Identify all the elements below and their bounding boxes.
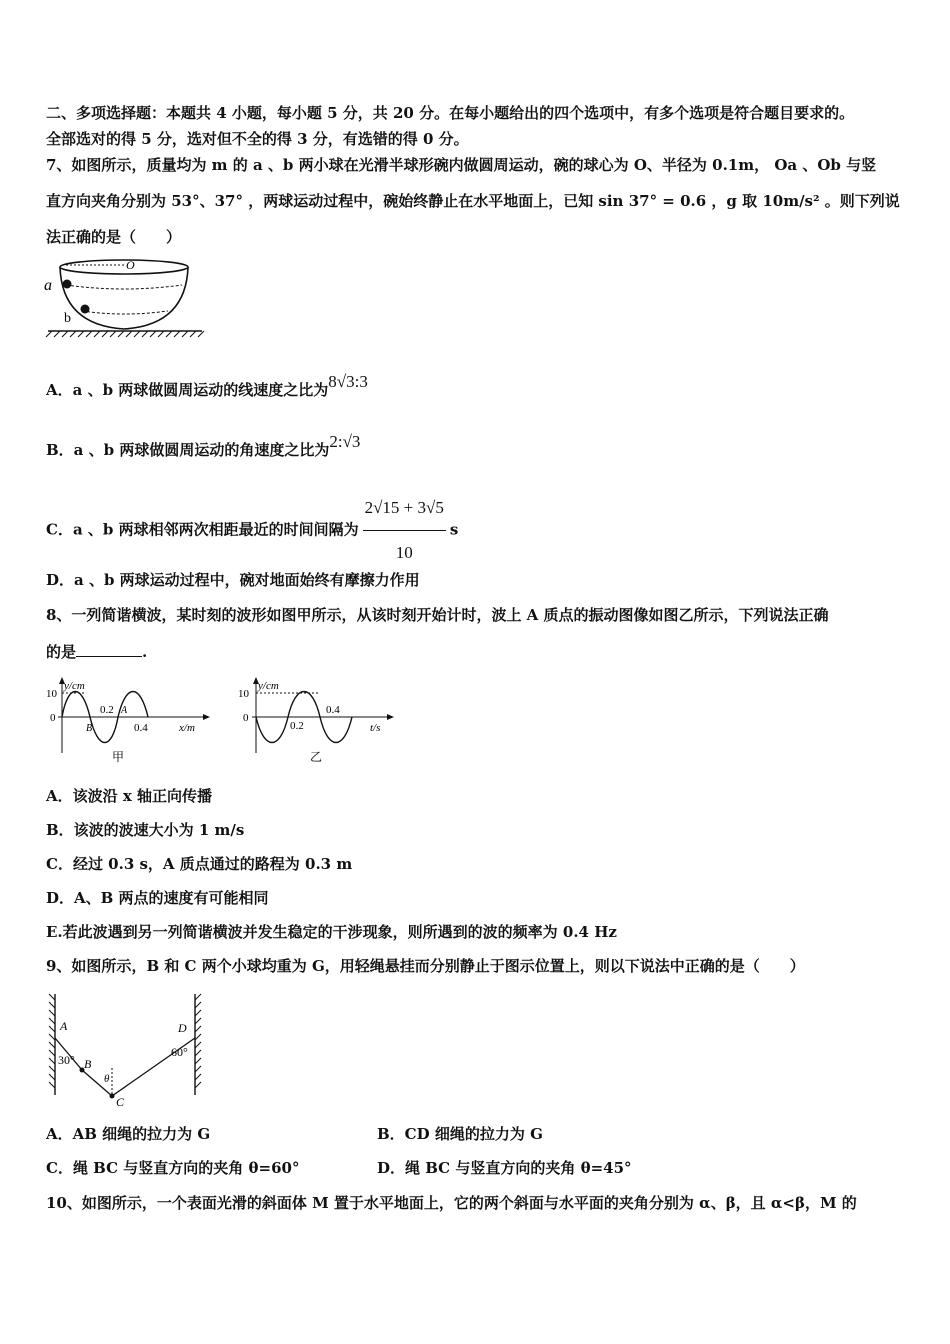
svg-text:B: B — [86, 723, 93, 734]
q8-stem-line1: 8、一列简谐横波，某时刻的波形如图甲所示，从该时刻开始计时，波上 A 质点的振动图像如图乙所示，下列说法正确 — [46, 606, 829, 624]
q9-option-a[interactable]: A．AB 细绳的拉力为 G — [46, 1125, 211, 1143]
q8-option-a[interactable]: A．该波沿 x 轴正向传播 — [46, 787, 213, 805]
svg-text:甲: 甲 — [112, 750, 125, 764]
q7-option-c[interactable]: C．a 、b 两球相邻两次相距最近的时间间隔为 $\frac{2√15 + 3√5}{10}$ s — [46, 488, 458, 573]
q8-option-d[interactable]: D．A、B 两点的速度有可能相同 — [46, 889, 269, 907]
svg-text:0: 0 — [50, 712, 56, 724]
svg-text:C: C — [116, 1095, 125, 1109]
ball-a-icon — [63, 280, 72, 289]
q7-bowl-figure — [42, 255, 207, 340]
section-title-line1: 二、多项选择题：本题共 4 小题，每小题 5 分，共 20 分。在每小题给出的四个选项中，有多个选项是符合题目要求的。 — [46, 104, 855, 122]
label-a: a — [44, 277, 52, 294]
svg-text:y/cm: y/cm — [64, 680, 85, 692]
svg-text:A: A — [121, 705, 128, 716]
svg-text:60°: 60° — [171, 1045, 188, 1059]
q7-option-a-math: 8√3:3 — [328, 372, 368, 391]
svg-text:0: 0 — [243, 712, 249, 724]
q7-stem-line2: 直方向夹角分别为 53°、37° ，两球运动过程中，碗始终静止在水平地面上，已知 sin 37° = 0.6 ，g 取 10m/s² 。则下列说 — [46, 192, 900, 210]
q7-stem-line1: 7、如图所示，质量均为 m 的 a 、b 两小球在光滑半球形碗内做圆周运动，碗的球心为 O、半径为 0.1m， Oa 、Ob 与竖 — [46, 156, 877, 174]
svg-text:D: D — [178, 1021, 187, 1035]
q8-option-c[interactable]: C．经过 0.3 s，A 质点通过的路程为 0.3 m — [46, 855, 353, 873]
q8-stem-line2: 的是 . — [46, 643, 148, 661]
ball-b-icon — [81, 305, 90, 314]
svg-text:t/s: t/s — [370, 722, 381, 734]
q9-option-c[interactable]: C．绳 BC 与竖直方向的夹角 θ=60° — [46, 1159, 300, 1177]
q7-option-d[interactable]: D．a 、b 两球运动过程中，碗对地面始终有摩擦力作用 — [46, 571, 420, 589]
answer-blank — [76, 642, 142, 657]
svg-text:30°: 30° — [58, 1053, 75, 1067]
svg-text:θ: θ — [104, 1073, 110, 1085]
svg-text:乙: 乙 — [310, 750, 323, 764]
svg-text:A: A — [60, 1019, 68, 1033]
svg-text:0.2: 0.2 — [100, 704, 114, 716]
label-b: b — [64, 311, 71, 326]
q8-vibration-figure-yi — [234, 675, 399, 765]
q8-option-e[interactable]: E.若此波遇到另一列简谐横波并发生稳定的干涉现象，则所遇到的波的频率为 0.4 Hz — [46, 923, 617, 941]
q7-option-c-fraction: $\frac{2√15 + 3√5}{10}$ — [363, 488, 446, 573]
q7-option-b-math: 2:√3 — [329, 432, 361, 451]
svg-text:B: B — [84, 1057, 92, 1071]
q7-option-b[interactable]: B．a 、b 两球做圆周运动的角速度之比为2:√3 — [46, 432, 361, 459]
svg-text:0.4: 0.4 — [134, 722, 148, 734]
ball-c-icon — [110, 1094, 115, 1099]
q9-option-d[interactable]: D．绳 BC 与竖直方向的夹角 θ=45° — [377, 1159, 632, 1177]
label-o: O — [126, 258, 135, 272]
q8-option-b[interactable]: B．该波的波速大小为 1 m/s — [46, 821, 245, 839]
q8-wave-figure-jia — [44, 675, 214, 765]
q10-stem-line1: 10、如图所示，一个表面光滑的斜面体 M 置于水平地面上，它的两个斜面与水平面的夹角分别为 α、β，且 α<β，M 的 — [46, 1194, 857, 1212]
svg-text:y/cm: y/cm — [258, 680, 279, 692]
svg-text:x/m: x/m — [179, 722, 195, 734]
svg-text:10: 10 — [238, 688, 249, 700]
svg-text:10: 10 — [46, 688, 57, 700]
q7-stem-line3: 法正确的是（ ） — [46, 228, 182, 246]
q9-stem-line1: 9、如图所示，B 和 C 两个小球均重为 G，用轻绳悬挂而分别静止于图示位置上，则以下说法中正确的是（ ） — [46, 957, 805, 975]
q9-rope-figure — [46, 990, 216, 1110]
q9-option-b[interactable]: B．CD 细绳的拉力为 G — [377, 1125, 543, 1143]
section-title-line2: 全部选对的得 5 分，选对但不全的得 3 分，有选错的得 0 分。 — [46, 130, 469, 148]
svg-text:0.4: 0.4 — [326, 704, 340, 716]
q7-option-a[interactable]: A．a 、b 两球做圆周运动的线速度之比为8√3:3 — [46, 372, 368, 399]
svg-text:0.2: 0.2 — [290, 720, 304, 732]
